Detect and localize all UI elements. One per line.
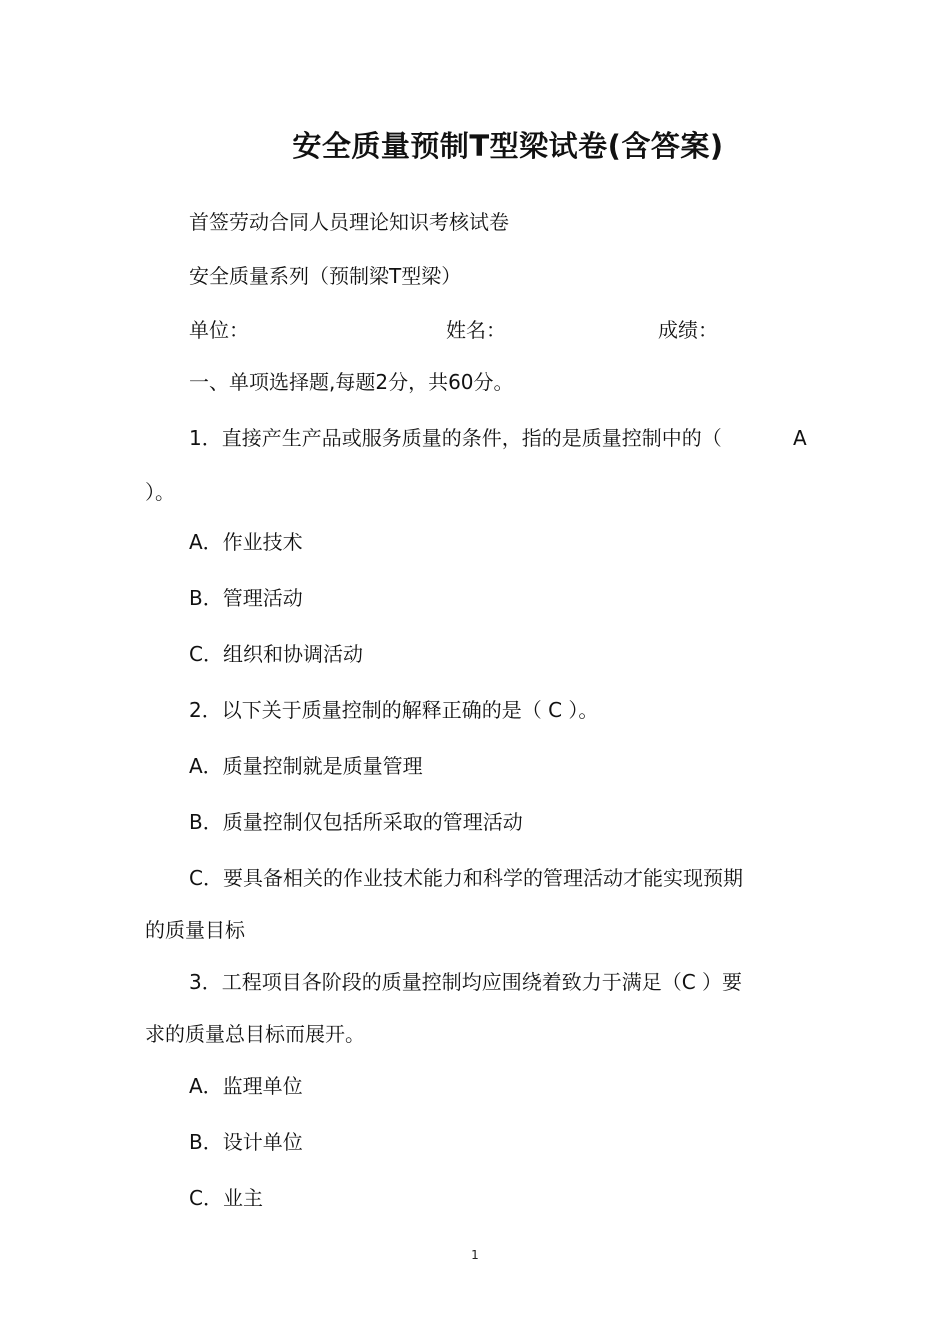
question-2-option-c: C．要具备相关的作业技术能力和科学的管理活动才能实现预期 (189, 866, 743, 890)
question-3-option-c: C．业主 (189, 1186, 263, 1210)
question-3-text-cont: 求的质量总目标而展开。 (145, 1022, 365, 1046)
question-3-option-b: B．设计单位 (189, 1130, 303, 1154)
document-title: 安全质量预制T型梁试卷(含答案) (292, 129, 724, 163)
question-1-answer: A (793, 426, 807, 450)
score-field-label: 成绩： (658, 318, 718, 342)
question-3-text: 3．工程项目各阶段的质量控制均应围绕着致力于满足（C ）要 (189, 970, 743, 994)
question-1-option-c: C．组织和协调活动 (189, 642, 363, 666)
page-number: 1 (471, 1248, 479, 1262)
exam-subtitle: 首签劳动合同人员理论知识考核试卷 (189, 210, 509, 234)
question-2-option-c-cont: 的质量目标 (145, 918, 245, 942)
question-2-option-b: B．质量控制仅包括所采取的管理活动 (189, 810, 523, 834)
question-1-option-b: B．管理活动 (189, 586, 303, 610)
unit-field-label: 单位： (189, 318, 249, 342)
section-heading: 一、单项选择题,每题2分，共60分。 (189, 370, 514, 394)
question-3-option-a: A．监理单位 (189, 1074, 303, 1098)
question-1-option-a: A．作业技术 (189, 530, 303, 554)
question-1-text: 1．直接产生产品或服务质量的条件，指的是质量控制中的（ (189, 426, 722, 450)
exam-series: 安全质量系列（预制梁T型梁） (189, 264, 462, 288)
question-2-option-a: A．质量控制就是质量管理 (189, 754, 423, 778)
question-2-text: 2．以下关于质量控制的解释正确的是（ C ）。 (189, 698, 599, 722)
question-1-text-cont: ）。 (145, 480, 175, 504)
name-field-label: 姓名： (446, 318, 506, 342)
